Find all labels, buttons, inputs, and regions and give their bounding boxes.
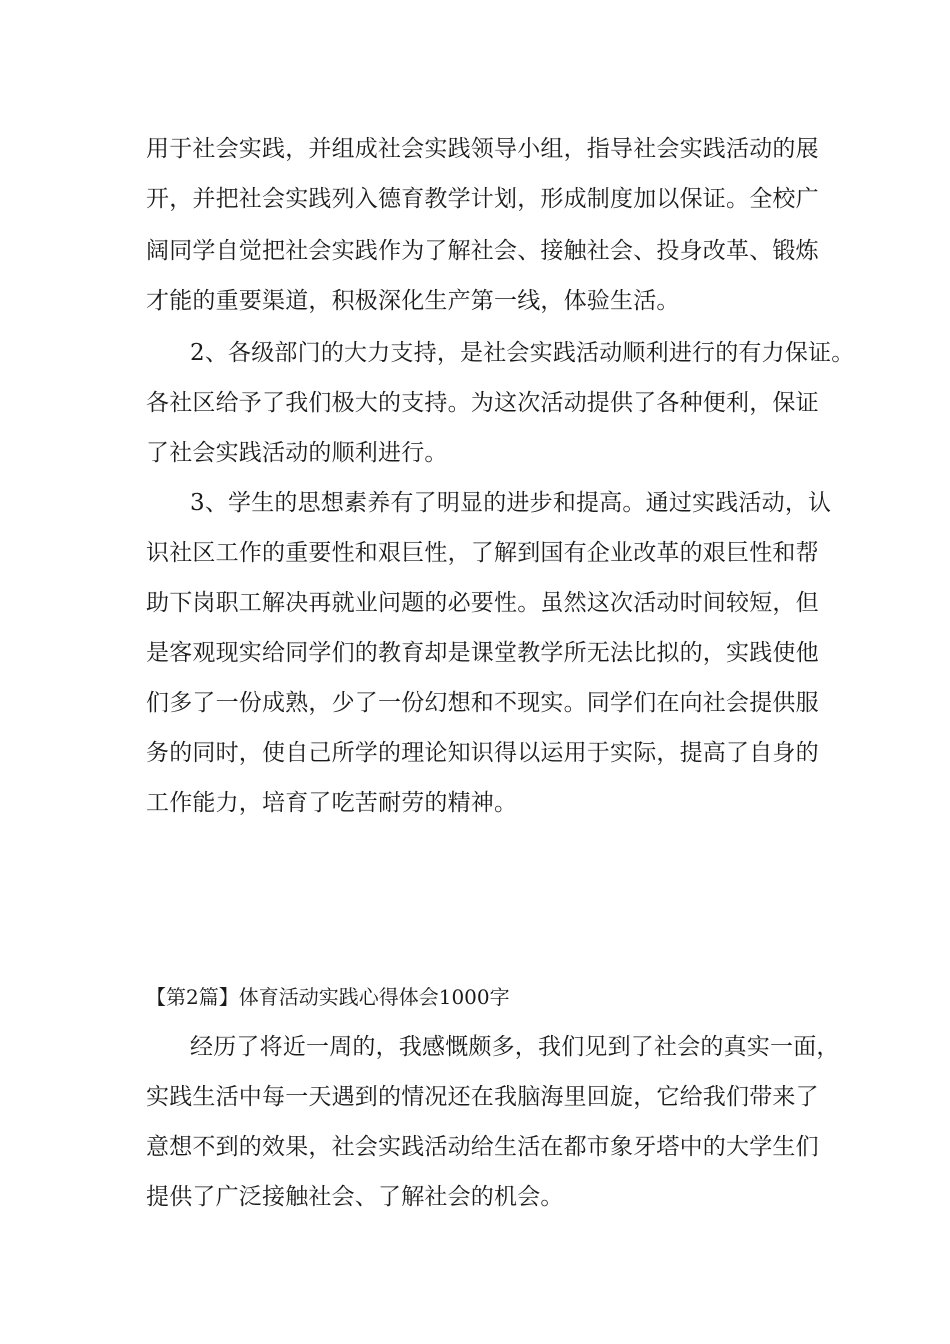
text-line: 提供了广泛接触社会、了解社会的机会。 [146,1184,564,1210]
article-heading: 【第2篇】体育活动实践心得体会1000字 [146,985,510,1009]
text-line: 阔同学自觉把社会实践作为了解社会、接触社会、投身改革、锻炼 [146,238,819,264]
text-line: 各社区给予了我们极大的支持。为这次活动提供了各种便利，保证 [146,390,819,416]
text-line: 才能的重要渠道，积极深化生产第一线，体验生活。 [146,288,680,314]
text-line: 们多了一份成熟，少了一份幻想和不现实。同学们在向社会提供服 [146,690,819,716]
text-line: 是客观现实给同学们的教育却是课堂教学所无法比拟的，实践使他 [146,640,819,666]
text-line: 实践生活中每一天遇到的情况还在我脑海里回旋，它给我们带来了 [146,1084,819,1110]
text-line: 2、各级部门的大力支持，是社会实践活动顺利进行的有力保证。 [190,340,855,366]
text-line: 了社会实践活动的顺利进行。 [146,440,448,466]
text-line: 识社区工作的重要性和艰巨性，了解到国有企业改革的艰巨性和帮 [146,540,819,566]
text-line: 意想不到的效果，社会实践活动给生活在都市象牙塔中的大学生们 [146,1134,819,1160]
text-line: 工作能力，培育了吃苦耐劳的精神。 [146,790,518,816]
text-line: 经历了将近一周的，我感慨颇多，我们见到了社会的真实一面， [190,1034,840,1060]
text-line: 用于社会实践，并组成社会实践领导小组，指导社会实践活动的展 [146,136,819,162]
text-line: 3、学生的思想素养有了明显的进步和提高。通过实践活动，认 [190,490,832,516]
text-line: 务的同时，使自己所学的理论知识得以运用于实际，提高了自身的 [146,740,819,766]
text-line: 助下岗职工解决再就业问题的必要性。虽然这次活动时间较短，但 [146,590,819,616]
text-line: 开，并把社会实践列入德育教学计划，形成制度加以保证。全校广 [146,186,819,212]
